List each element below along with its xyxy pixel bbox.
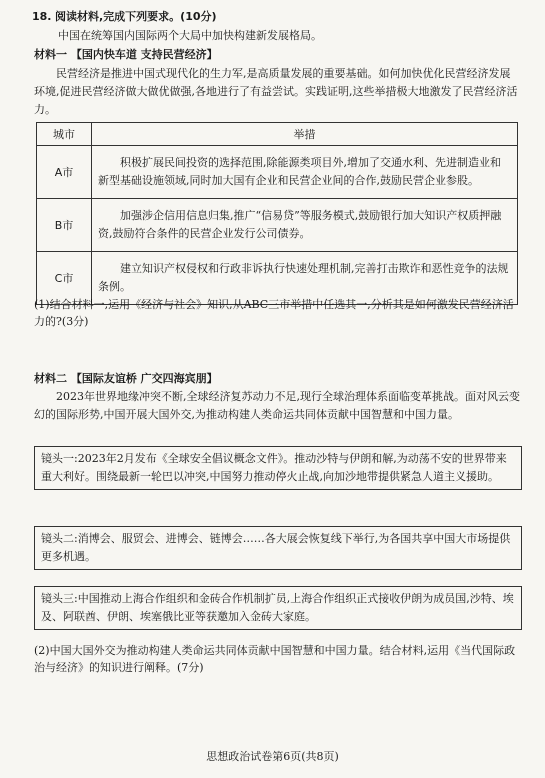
table-cell-city: B市 (37, 199, 92, 252)
question-1: (1)结合材料一,运用《经济与社会》知识,从ABC三市举措中任选其一,分析其是如何激发民营经济活力的?(3分) (34, 298, 514, 328)
question-number: 18. (32, 10, 52, 23)
material2-text: 2023年世界地缘冲突不断,全球经济复苏动力不足,现行全球治理体系面临变革挑战。面对风云变幻的国际形势,中国开展大国外交,为推动构建人类命运共同体贡献中国智慧和中国力量。 (34, 390, 520, 421)
shot-2-box: 镜头二:消博会、服贸会、进博会、链博会……各大展会恢复线下举行,为各国共享中国大市场提供更多机遇。 (34, 526, 522, 570)
table-cell-city: A市 (37, 146, 92, 199)
material2-title: 材料二 【国际友谊桥 广交四海宾朋】 (34, 372, 218, 385)
table-header-city: 城市 (37, 123, 92, 146)
table-row (37, 146, 518, 199)
table-cell-measure: 积极扩展民间投资的选择范围,除能源类项目外,增加了交通水利、先进制造业和新型基础设施领域,同时加大国有企业和民营企业间的合作,鼓励民营企业参股。 (92, 146, 518, 199)
measures-table (36, 122, 518, 305)
material1-title: 材料一 【国内快车道 支持民营经济】 (34, 48, 218, 61)
table-header-measure: 举措 (92, 123, 518, 146)
page-footer: 思想政治试卷第6页(共8页) (206, 750, 339, 763)
table-cell-measure: 建立知识产权侵权和行政非诉执行快速处理机制,完善打击欺诈和恶性竞争的法规条例。 (92, 252, 518, 305)
question-instruction: 阅读材料,完成下列要求。(10分) (55, 10, 217, 23)
table-cell-measure: 加强涉企信用信息归集,推广“信易贷”等服务模式,鼓励银行加大知识产权质押融资,鼓励符合条件的民营企业发行公司债券。 (92, 199, 518, 252)
question-header (32, 8, 217, 26)
table-header-row (37, 123, 518, 146)
shot-3-box: 镜头三:中国推动上海合作组织和金砖合作机制扩员,上海合作组织正式接收伊朗为成员国,沙特、埃及、阿联酋、伊朗、埃塞俄比亚等获邀加入金砖大家庭。 (34, 586, 522, 630)
question-intro: 中国在统筹国内国际两个大局中加快构建新发展格局。 (58, 29, 322, 42)
table-row (37, 199, 518, 252)
question-2: (2)中国大国外交为推动构建人类命运共同体贡献中国智慧和中国力量。结合材料,运用《当代国际政治与经济》的知识进行阐释。(7分) (34, 644, 516, 674)
shot-1-box: 镜头一:2023年2月发布《全球安全倡议概念文件》。推动沙特与伊朗和解,为动荡不安的世界带来重大利好。围绕最新一轮巴以冲突,中国努力推动停火止战,向加沙地带提供紧急人道主义援助。 (34, 446, 522, 490)
material1-text: 民营经济是推进中国式现代化的生力军,是高质量发展的重要基础。如何加快优化民营经济发展环境,促进民营经济做大做优做强,各地进行了有益尝试。实践证明,这些举措极大地激发了民营经济活力。 (34, 67, 518, 116)
table-cell-city: C市 (37, 252, 92, 305)
